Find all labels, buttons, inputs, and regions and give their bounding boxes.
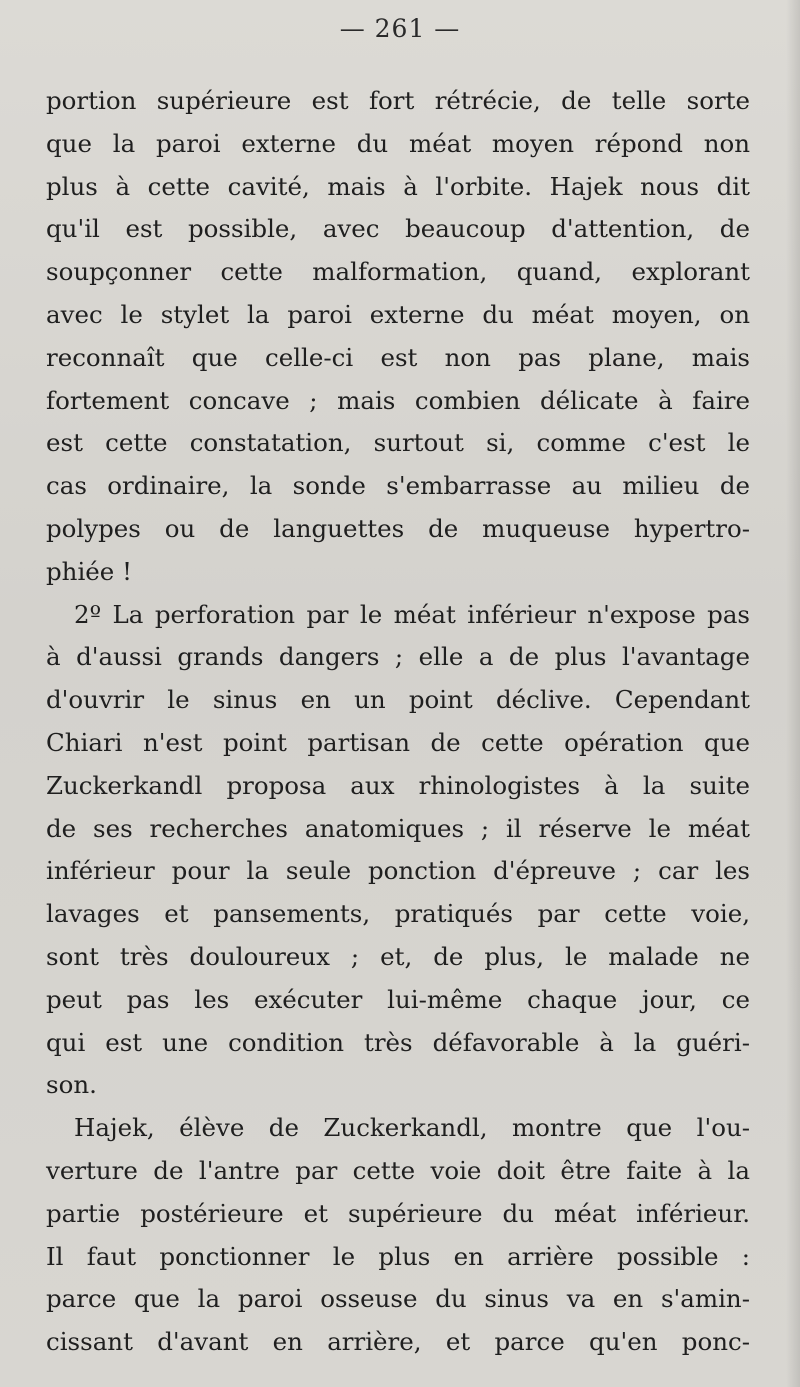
text-line: avec le stylet la paroi externe du méat moyen, on xyxy=(46,299,750,329)
text-line: portion supérieure est fort rétrécie, de telle sorte xyxy=(46,86,750,115)
text-line: est cette constatation, surtout si, comme c'est le xyxy=(46,428,750,458)
page-number: — 261 — xyxy=(339,14,461,43)
text-line: de ses recherches anatomiques ; il réserve le méat xyxy=(46,813,750,843)
text-line: peut pas les exécuter lui-même chaque jour, ce xyxy=(46,984,750,1014)
text-line: Chiari n'est point partisan de cette opération que xyxy=(46,727,750,757)
body-text xyxy=(46,80,750,1364)
text-line: à d'aussi grands dangers ; elle a de plus l'avantage xyxy=(46,642,750,672)
text-line: fortement concave ; mais combien délicate à faire xyxy=(46,385,750,415)
text-line: sont très douloureux ; et, de plus, le malade ne xyxy=(46,941,750,971)
text-line: verture de l'antre par cette voie doit être faite à la xyxy=(46,1155,750,1185)
text-line: que la paroi externe du méat moyen répond non xyxy=(46,128,750,158)
text-line: cissant d'avant en arrière, et parce qu'en ponc- xyxy=(46,1327,750,1357)
text-line: soupçonner cette malformation, quand, explorant xyxy=(46,257,750,287)
text-line: cas ordinaire, la sonde s'embarrasse au milieu de xyxy=(46,471,750,501)
text-line: lavages et pansements, pratiqués par cette voie, xyxy=(46,899,750,929)
text-line: qu'il est possible, avec beaucoup d'attention, de xyxy=(46,214,750,244)
text-line: parce que la paroi osseuse du sinus va en s'amin- xyxy=(46,1284,750,1314)
text-line: partie postérieure et supérieure du méat inférieur. xyxy=(46,1198,750,1228)
text-line: plus à cette cavité, mais à l'orbite. Hajek nous dit xyxy=(46,171,750,201)
text-line: son. xyxy=(46,1070,97,1100)
text-line: reconnaît que celle-ci est non pas plane, mais xyxy=(46,342,750,372)
text-line: polypes ou de languettes de muqueuse hypertro- xyxy=(46,513,750,543)
text-line: phiée ! xyxy=(46,556,132,586)
text-line: qui est une condition très défavorable à la guéri- xyxy=(46,1027,750,1057)
text-line: Hajek, élève de Zuckerkandl, montre que l'ou- xyxy=(74,1113,750,1143)
text-line: 2º La perforation par le méat inférieur n'expose pas xyxy=(74,599,750,629)
text-line: inférieur pour la seule ponction d'épreuve ; car les xyxy=(46,856,750,886)
text-line: d'ouvrir le sinus en un point déclive. Cependant xyxy=(46,685,750,715)
text-line: Il faut ponctionner le plus en arrière possible : xyxy=(46,1241,750,1271)
text-line: Zuckerkandl proposa aux rhinologistes à la suite xyxy=(46,770,750,800)
page-edge-shadow xyxy=(786,0,800,1387)
